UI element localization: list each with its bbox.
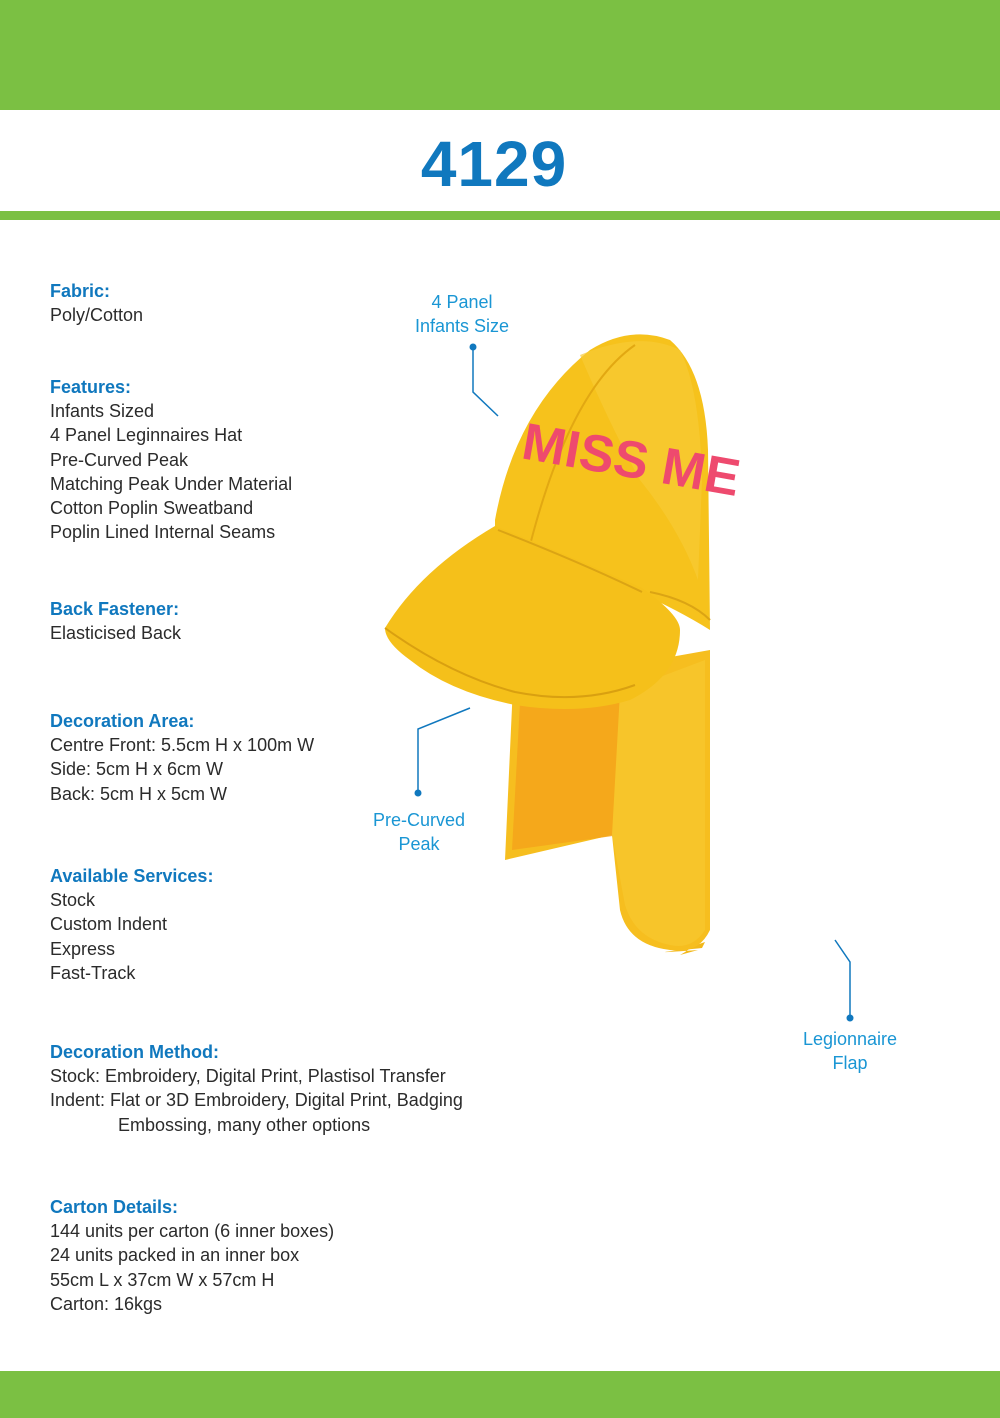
carton-detail-item: 144 units per carton (6 inner boxes): [50, 1221, 335, 1241]
decoration-method-item: Embossing, many other options: [118, 1114, 371, 1135]
decoration-method-heading: Decoration Method:: [50, 1042, 219, 1062]
feature-item: Poplin Lined Internal Seams: [50, 522, 276, 543]
callout-peak-line2: Peak: [398, 834, 440, 854]
feature-item: Cotton Poplin Sweatband: [50, 498, 254, 519]
service-item: Stock: [50, 890, 96, 910]
feature-item: Pre-Curved Peak: [50, 449, 189, 470]
title-divider: [0, 211, 1000, 220]
service-item: Custom Indent: [50, 914, 168, 935]
fabric-heading: Fabric:: [50, 281, 111, 301]
carton-details-section: [50, 1195, 550, 1316]
hat-image: [380, 330, 745, 970]
carton-detail-item: Carton: 16kgs: [50, 1293, 163, 1314]
service-item: Express: [50, 938, 116, 959]
hat-print-text: MISS ME: [517, 412, 745, 508]
feature-item: Matching Peak Under Material: [50, 473, 293, 494]
callout-panel-line2: Infants Size: [414, 316, 510, 336]
service-item: Fast-Track: [50, 962, 136, 983]
feature-item: Infants Sized: [50, 401, 155, 421]
carton-details-heading: Carton Details:: [50, 1197, 179, 1217]
callout-flap-line2: Flap: [832, 1053, 868, 1073]
back-fastener-value: Elasticised Back: [50, 623, 182, 643]
callout-peak: [360, 808, 478, 856]
decoration-area-heading: Decoration Area:: [50, 711, 195, 731]
callout-peak-line1: Pre-Curved: [372, 810, 466, 830]
back-fastener-heading: Back Fastener:: [50, 599, 180, 619]
decoration-method-item: Stock: Embroidery, Digital Print, Plastisol Transfer: [50, 1066, 446, 1086]
callout-panel: [400, 290, 524, 338]
product-code-title: 4129: [420, 128, 568, 200]
footer-bar: [0, 1371, 1000, 1418]
decoration-area-item: Side: 5cm H x 6cm W: [50, 759, 224, 780]
decoration-area-item: Back: 5cm H x 5cm W: [50, 783, 228, 804]
callout-panel-line1: 4 Panel: [431, 292, 493, 312]
decoration-method-section: [50, 1040, 550, 1137]
callout-flap: [790, 1027, 910, 1075]
fabric-value: Poly/Cotton: [50, 305, 144, 325]
feature-item: 4 Panel Leginnaires Hat: [50, 425, 243, 446]
decoration-method-item: Indent: Flat or 3D Embroidery, Digital Print, Badging: [50, 1090, 463, 1111]
header-bar: [0, 0, 1000, 110]
callout-flap-line1: Legionnaire: [802, 1029, 898, 1049]
features-heading: Features:: [50, 377, 132, 397]
carton-detail-item: 24 units packed in an inner box: [50, 1245, 300, 1266]
decoration-area-item: Centre Front: 5.5cm H x 100m W: [50, 735, 315, 755]
carton-detail-item: 55cm L x 37cm W x 57cm H: [50, 1269, 275, 1290]
available-services-heading: Available Services:: [50, 866, 214, 886]
